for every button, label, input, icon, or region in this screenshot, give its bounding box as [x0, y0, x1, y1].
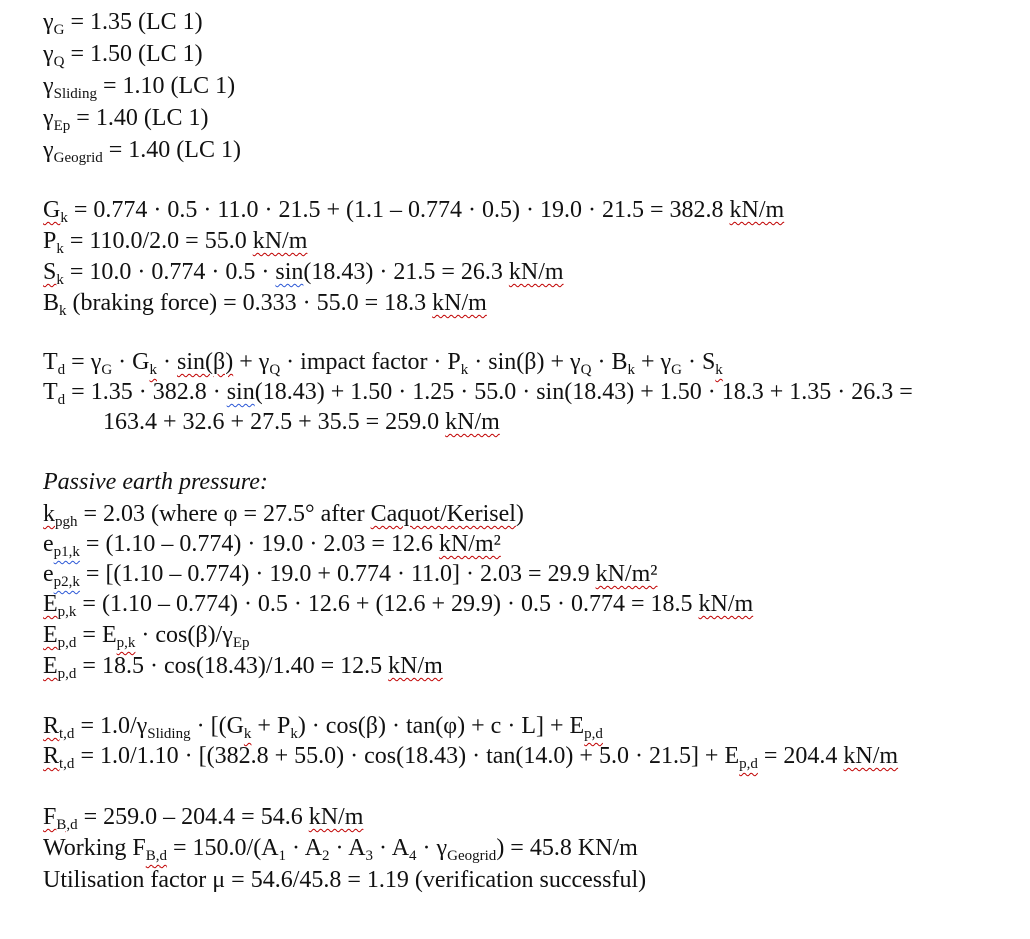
rtd-formula-line: $R_{t,d} = 1.0/\gamma_{Sliding} \cdot [(G_k + P_k) \cdot \cos(\beta) \cdot \tan(\varphi) + c \cdot L] + E_{p,d}$ [43, 713, 603, 742]
bk-line: $B_k$ (braking force) = 0.333 · 55.0 = 18.3 kN/m [43, 290, 487, 319]
pk-line: $P_k = 110.0/2.0 = 55.0$ kN/m [43, 228, 308, 257]
sk-line: $S_k = 10.0 \cdot 0.774 \cdot 0.5 \cdot \sin(18.43) \cdot 21.5 = 26.3$ kN/m [43, 259, 564, 288]
rtd-values-line: $R_{t,d} = 1.0/1.10 \cdot [(382.8 + 55.0) \cdot \cos(18.43) \cdot \tan(14.0) + 5.0 \cdot 21.5] + E_{p,d} = 204.4$ kN/m [43, 743, 899, 772]
epd-formula-line: $E_{p,d} = E_{p,k} \cdot \cos(\beta)/\gamma_{Ep}$ [43, 622, 250, 651]
gamma-geogrid-line: $\gamma_{Geogrid} = 1.40$ (LC 1) [43, 137, 241, 166]
gk-line: $G_k = 0.774 \cdot 0.5 \cdot 11.0 \cdot 21.5 + (1.1 - 0.774 \cdot 0.5) \cdot 19.0 \cdot 21.5 = 382.8$ kN/m [43, 197, 785, 226]
td-result-line: 163.4 + 32.6 + 27.5 + 35.5 = 259.0 kN/m [103, 409, 500, 435]
gamma-g-line: $\gamma_G = 1.35$ (LC 1) [43, 9, 203, 38]
kpgh-line: $k_{pgh} = 2.03$ (where φ = 27.5° after Caquot/Kerisel) [43, 501, 524, 530]
epd-values-line: $E_{p,d} = 18.5 \cdot \cos(18.43)/1.40 = 12.5$ kN/m [43, 653, 443, 682]
ep1k-line: $e_{p1,k} = (1.10 - 0.774) \cdot 19.0 \cdot 2.03 = 12.6$ kN/m² [43, 531, 501, 560]
gamma-sliding-line: $\gamma_{Sliding} = 1.10$ (LC 1) [43, 73, 236, 102]
working-fbd-line: Working $F_{B,d} = 150.0/(A_1 \cdot A_2 \cdot A_3 \cdot A_4 \cdot \gamma_{Geogrid}) = 45.8$ KN/m [43, 835, 638, 864]
gamma-q-line: $\gamma_Q = 1.50$ (LC 1) [43, 41, 203, 70]
td-values-line: $T_d = 1.35 \cdot 382.8 \cdot \sin(18.43) + 1.50 \cdot 1.25 \cdot 55.0 \cdot \sin(18.43) + 1.50 \cdot 18.3 + 1.35 \cdot 26.3$ = [43, 379, 913, 408]
passive-heading: Passive earth pressure: [43, 469, 268, 495]
ep2k-line: $e_{p2,k} = [(1.10 - 0.774) \cdot 19.0 + 0.774 \cdot 11.0] \cdot 2.03 = 29.9$ kN/m² [43, 561, 658, 590]
gk-symbol: $G_k$ [43, 197, 68, 226]
gamma-ep-line: $\gamma_{Ep} = 1.40$ (LC 1) [43, 105, 209, 134]
fbd-line: $F_{B,d} = 259.0 - 204.4 = 54.6$ kN/m [43, 804, 364, 833]
td-formula-line: $T_d = \gamma_G \cdot G_k \cdot \sin(\beta) + \gamma_Q$ · impact factor · $P_k \cdot \sin(\beta) + \gamma_Q \cdot B_k + \gamma_G \cdot S_k$ [43, 349, 723, 378]
epk-line: $E_{p,k} = (1.10 - 0.774) \cdot 0.5 \cdot 12.6 + (12.6 + 29.9) \cdot 0.5 \cdot 0.774 = 18.5$ kN/m [43, 591, 754, 620]
utilisation-line: Utilisation factor μ = 54.6/45.8 = 1.19 (verification successful) [43, 867, 647, 893]
